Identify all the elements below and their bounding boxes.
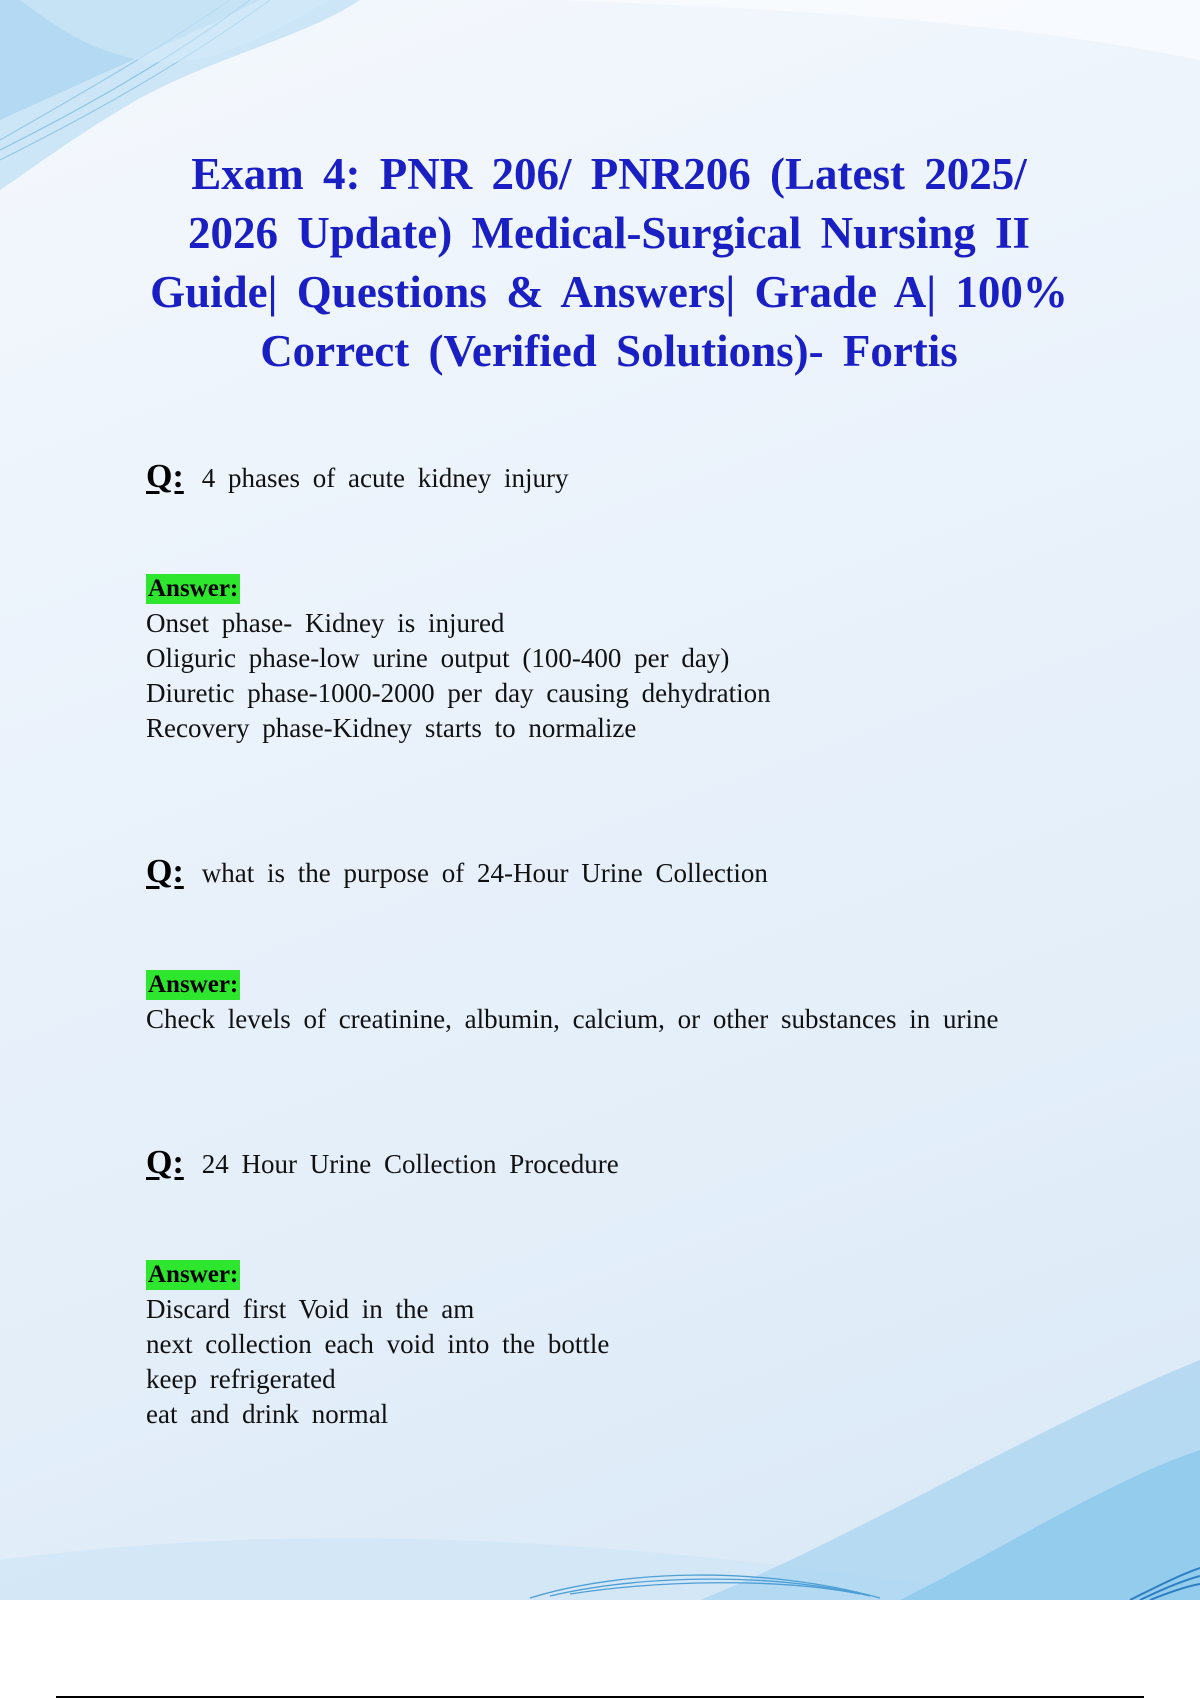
qa-block (146, 458, 1106, 496)
answer-line: keep refrigerated (146, 1364, 336, 1394)
answer-line: Onset phase- Kidney is injured (146, 608, 505, 638)
answer-label: Answer: (148, 971, 239, 998)
footer-divider (56, 1696, 1144, 1698)
answer-text (146, 1002, 1106, 1037)
document-title: Exam 4: PNR 206/ PNR206 (Latest 2025/ 2026 Update) Medical-Surgical Nursing II Guide| Questions & Answers| Grade A| 100% Correct (Verified Solutions)- Fortis (150, 149, 1068, 376)
answer-line: next collection each void into the bottle (146, 1329, 610, 1359)
answer-line: Discard first Void in the am (146, 1294, 475, 1324)
answer-block (146, 1258, 1106, 1432)
question-marker: Q: (146, 458, 184, 495)
answer-text (146, 606, 1106, 746)
question-line (146, 1144, 1106, 1182)
answer-line: eat and drink normal (146, 1399, 389, 1429)
answer-line: Recovery phase-Kidney starts to normalize (146, 713, 637, 743)
answer-text (146, 1292, 1106, 1432)
answer-block (146, 572, 1106, 746)
answer-label: Answer: (148, 575, 239, 602)
answer-block (146, 968, 1106, 1037)
question-line (146, 458, 1106, 496)
answer-line: Oliguric phase-low urine output (100-400 per day) (146, 643, 730, 673)
question-text: 24 Hour Urine Collection Procedure (201, 1149, 619, 1179)
answer-line: Diuretic phase-1000-2000 per day causing dehydration (146, 678, 771, 708)
question-line (146, 853, 1106, 891)
question-marker: Q: (146, 853, 184, 890)
qa-block (146, 1144, 1106, 1182)
qa-block (146, 853, 1106, 891)
question-text: 4 phases of acute kidney injury (201, 463, 569, 493)
answer-label: Answer: (148, 1261, 239, 1288)
answer-line: Check levels of creatinine, albumin, calcium, or other substances in urine (146, 1004, 999, 1034)
question-text: what is the purpose of 24-Hour Urine Collection (201, 858, 768, 888)
question-marker: Q: (146, 1144, 184, 1181)
